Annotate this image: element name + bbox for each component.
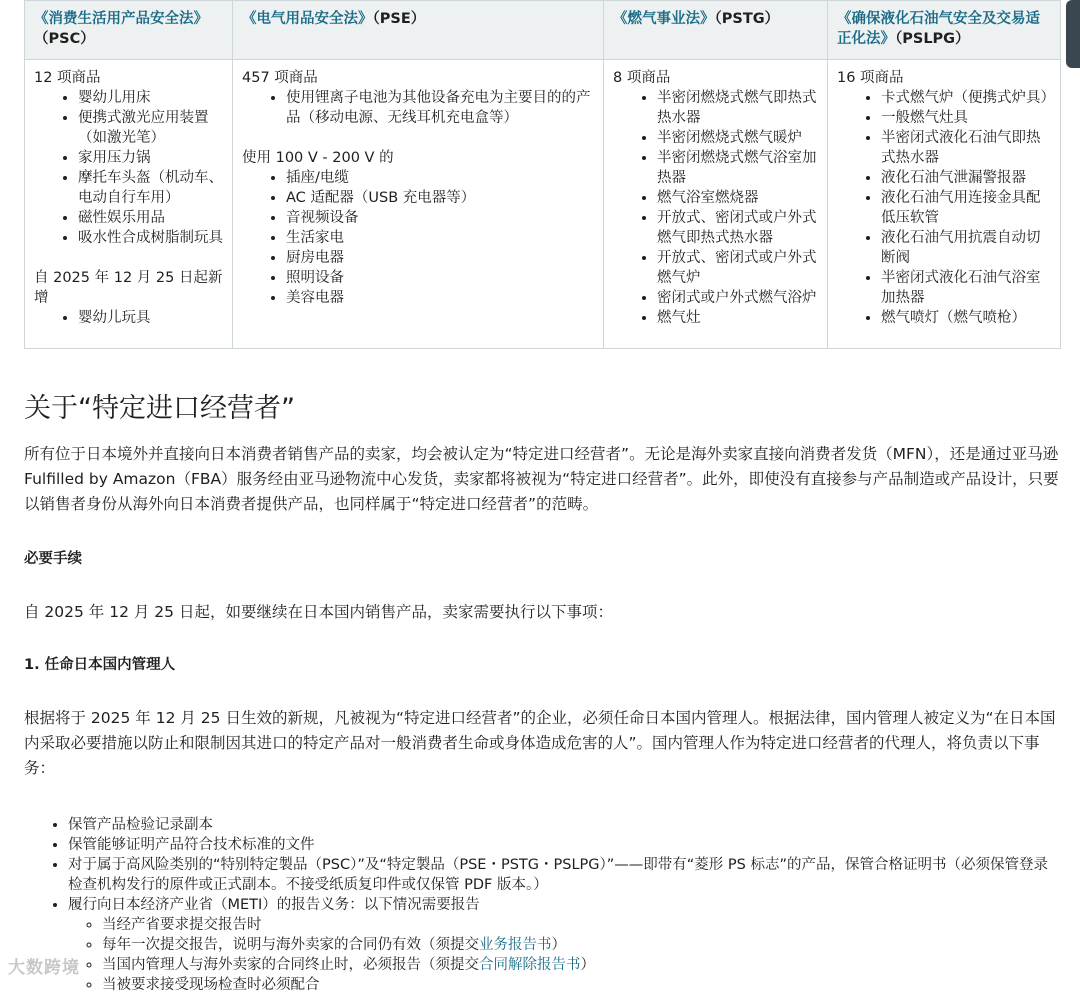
list-item: • 磁性娱乐用品 xyxy=(78,208,223,228)
psc-count: 12 项商品 xyxy=(34,70,101,86)
pse-cell xyxy=(233,60,604,349)
termination-report-link[interactable]: 合同解除报告书 xyxy=(479,957,581,973)
list-item: • AC 适配器（USB 充电器等） xyxy=(286,188,594,208)
required-paragraph: 自 2025 年 12 月 25 日起，如要继续在日本国内销售产品，卖家需要执行以下事项： xyxy=(24,603,613,621)
annual-report-text: 每年一次提交报告，说明与海外卖家的合同仍有效（须提交 xyxy=(102,937,479,953)
list-item: • 吸水性合成树脂制玩具 xyxy=(78,228,223,248)
list-item: • 使用锂离子电池为其他设备充电为主要目的的产品（移动电源、无线耳机充电盒等） xyxy=(286,88,594,128)
header-psc xyxy=(25,1,233,60)
list-item: • 摩托车头盔（机动车、电动自行车用） xyxy=(78,168,223,208)
sub-duties-list xyxy=(68,915,1060,995)
list-item: • 对于属于高风险类别的“特别特定製品（PSC）”及“特定製品（PSE・PSTG・PSLPG）”——即带有“菱形 PS 标志”的产品，保管合格证明书（必须保管登录检查机构发行的原件或正式副本。不接受纸质复印件或仅保管 PDF 版本。） xyxy=(68,855,1060,895)
list-item: • 液化石油气泄漏警报器 xyxy=(881,168,1051,188)
header-pstg xyxy=(604,1,828,60)
termination-report-close: ） xyxy=(580,957,595,973)
psc-new-note: 自 2025 年 12 月 25 日起新增 xyxy=(34,270,223,306)
pse-law-link[interactable]: 《电气用品安全法》 xyxy=(242,11,373,27)
list-item: • 开放式、密闭式或户外式燃气炉 xyxy=(657,248,818,288)
list-item: • 厨房电器 xyxy=(286,248,594,268)
list-item: • 家用压力锅 xyxy=(78,148,223,168)
list-item: • 半密闭燃烧式燃气即热式热水器 xyxy=(657,88,818,128)
list-item: • 液化石油气用抗震自动切断阀 xyxy=(881,228,1051,268)
pslpg-law-link[interactable]: 《确保液化石油气安全及交易适正化法》 xyxy=(837,11,1040,47)
list-item: • 婴幼儿用床 xyxy=(78,88,223,108)
list-item: • 半密闭式液化石油气即热式热水器 xyxy=(881,128,1051,168)
duties-list xyxy=(24,815,1060,995)
psc-law-link[interactable]: 《消费生活用产品安全法》 xyxy=(34,11,208,27)
law-table-row xyxy=(25,60,1061,349)
side-scroll-tab[interactable] xyxy=(1066,0,1080,68)
pstg-cell xyxy=(604,60,828,349)
business-report-link[interactable]: 业务报告书 xyxy=(479,937,552,953)
list-item: • 燃气喷灯（燃气喷枪） xyxy=(881,308,1051,328)
law-table xyxy=(24,0,1061,349)
pslpg-cell xyxy=(828,60,1061,349)
termination-report-text: 当国内管理人与海外卖家的合同终止时，必须报告（须提交 xyxy=(102,957,479,973)
pstg-law-link[interactable]: 《燃气事业法》 xyxy=(613,11,715,27)
annual-report-close: ） xyxy=(551,937,566,953)
list-item: • 保管产品检验记录副本 xyxy=(68,815,1060,835)
step1-paragraph: 根据将于 2025 年 12 月 25 日生效的新规，凡被视为“特定进口经营者”的企业，必须任命日本国内管理人。根据法律，国内管理人被定义为“在日本国内采取必要措施以防止和限制因其进口的特定产品对一般消费者生命或身体造成危害的人”。国内管理人作为特定进口经营者的代理人，将负责以下事务： xyxy=(24,709,1056,777)
pse-voltage-note: 使用 100 V - 200 V 的 xyxy=(242,150,394,166)
list-item xyxy=(68,895,1060,995)
list-item: • 燃气灶 xyxy=(657,308,818,328)
list-item: ◦ 当被要求接受现场检查时必须配合 xyxy=(102,975,1060,995)
list-item: • 液化石油气用连接金具配低压软管 xyxy=(881,188,1051,228)
reporting-duty: 履行向日本经济产业省（METI）的报告义务：以下情况需要报告 xyxy=(68,897,480,913)
list-item: • 音视频设备 xyxy=(286,208,594,228)
pstg-count: 8 项商品 xyxy=(613,70,671,86)
pse-voltage-items xyxy=(242,168,594,308)
pslpg-count: 16 项商品 xyxy=(837,70,904,86)
psc-cell xyxy=(25,60,233,349)
required-heading: 必要手续 xyxy=(24,551,82,567)
list-item: • 便携式激光应用装置（如激光笔） xyxy=(78,108,223,148)
list-item: • 美容电器 xyxy=(286,288,594,308)
watermark-logo: 大数跨境 xyxy=(8,958,80,978)
list-item: • 开放式、密闭式或户外式燃气即热式热水器 xyxy=(657,208,818,248)
list-item: • 婴幼儿玩具 xyxy=(78,308,223,328)
list-item: • 密闭式或户外式燃气浴炉 xyxy=(657,288,818,308)
list-item xyxy=(102,955,1060,975)
list-item: • 插座/电缆 xyxy=(286,168,594,188)
pslpg-abbr: （PSLPG） xyxy=(895,31,970,47)
psc-abbr: （PSC） xyxy=(34,31,95,47)
list-item: ◦ 当经产省要求提交报告时 xyxy=(102,915,1060,935)
article-body xyxy=(24,442,1060,995)
list-item: • 一般燃气灶具 xyxy=(881,108,1051,128)
pse-abbr: （PSE） xyxy=(372,11,426,27)
list-item xyxy=(102,935,1060,955)
list-item: • 卡式燃气炉（便携式炉具） xyxy=(881,88,1051,108)
law-table-header-row xyxy=(25,1,1061,60)
pslpg-items xyxy=(837,88,1055,328)
section-title: 关于“特定进口经营者” xyxy=(24,393,295,424)
step1-heading: 1. 任命日本国内管理人 xyxy=(24,657,176,673)
list-item: • 半密闭式液化石油气浴室加热器 xyxy=(881,268,1051,308)
list-item: • 燃气浴室燃烧器 xyxy=(657,188,818,208)
header-pse xyxy=(233,1,604,60)
pstg-items xyxy=(613,88,818,328)
psc-items xyxy=(34,88,223,248)
list-item: • 保管能够证明产品符合技术标准的文件 xyxy=(68,835,1060,855)
list-item: • 生活家电 xyxy=(286,228,594,248)
psc-new-items xyxy=(34,308,223,328)
pstg-abbr: （PSTG） xyxy=(714,11,780,27)
list-item: • 半密闭燃烧式燃气暖炉 xyxy=(657,128,818,148)
pse-items xyxy=(242,88,594,128)
pse-count: 457 项商品 xyxy=(242,70,318,86)
list-item: • 照明设备 xyxy=(286,268,594,288)
intro-paragraph: 所有位于日本境外并直接向日本消费者销售产品的卖家，均会被认定为“特定进口经营者”。无论是海外卖家直接向消费者发货（MFN），还是通过亚马逊 Fulfilled by Amazon（FBA）服务经由亚马逊物流中心发货，卖家都将被视为“特定进口经营者”。此外，即使没有直接参与产品制造或产品设计，只要以销售者身份从海外向日本消费者提供产品，也同样属于“特定进口经营者”的范畴。 xyxy=(24,445,1059,513)
list-item: • 半密闭燃烧式燃气浴室加热器 xyxy=(657,148,818,188)
header-pslpg xyxy=(828,1,1061,60)
